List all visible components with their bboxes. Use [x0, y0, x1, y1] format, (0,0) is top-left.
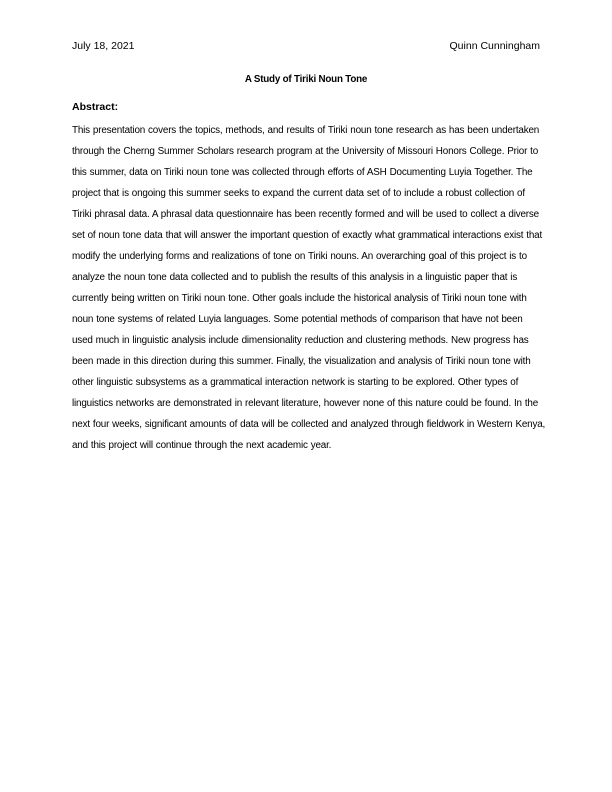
page-header [72, 38, 540, 54]
header-author: Quinn Cunningham [449, 40, 540, 52]
header-date: July 18, 2021 [72, 40, 135, 52]
abstract-heading: Abstract: [72, 101, 119, 113]
abstract-paragraph: This presentation covers the topics, methods, and results of Tiriki noun tone research as has been undertaken through the Cherng Summer Scholars research program at the University of Missouri Honors College. Prior to this summer, data on Tiriki noun tone was collected through efforts of ASH Documenting Luyia Together. The project that is ongoing this summer seeks to expand the current data set of to include a robust collection of Tiriki phrasal data. A phrasal data questionnaire has been recently formed and will be used to collect a diverse set of noun tone data that will answer the important question of exactly what grammatical interactions exist that modify the underlying forms and realizations of tone on Tiriki nouns. An overarching goal of this project is to analyze the noun tone data collected and to publish the results of this analysis in a linguistic paper that is currently being written on Tiriki noun tone. Other goals include the historical analysis of Tiriki noun tone with noun tone systems of related Luyia languages. Some potential methods of comparison that have not been used much in linguistic analysis include dimensionality reduction and clustering methods. New progress has been made in this direction during this summer. Finally, the visualization and analysis of Tiriki noun tone with other linguistic subsystems as a grammatical interaction network is starting to be explored. Other types of linguistics networks are demonstrated in relevant literature, however none of this nature could be found. In the next four weeks, significant amounts of data will be collected and analyzed through fieldwork in Western Kenya, and this project will continue through the next academic year. [72, 125, 546, 451]
document-title: A Study of Tiriki Noun Tone [244, 74, 368, 85]
